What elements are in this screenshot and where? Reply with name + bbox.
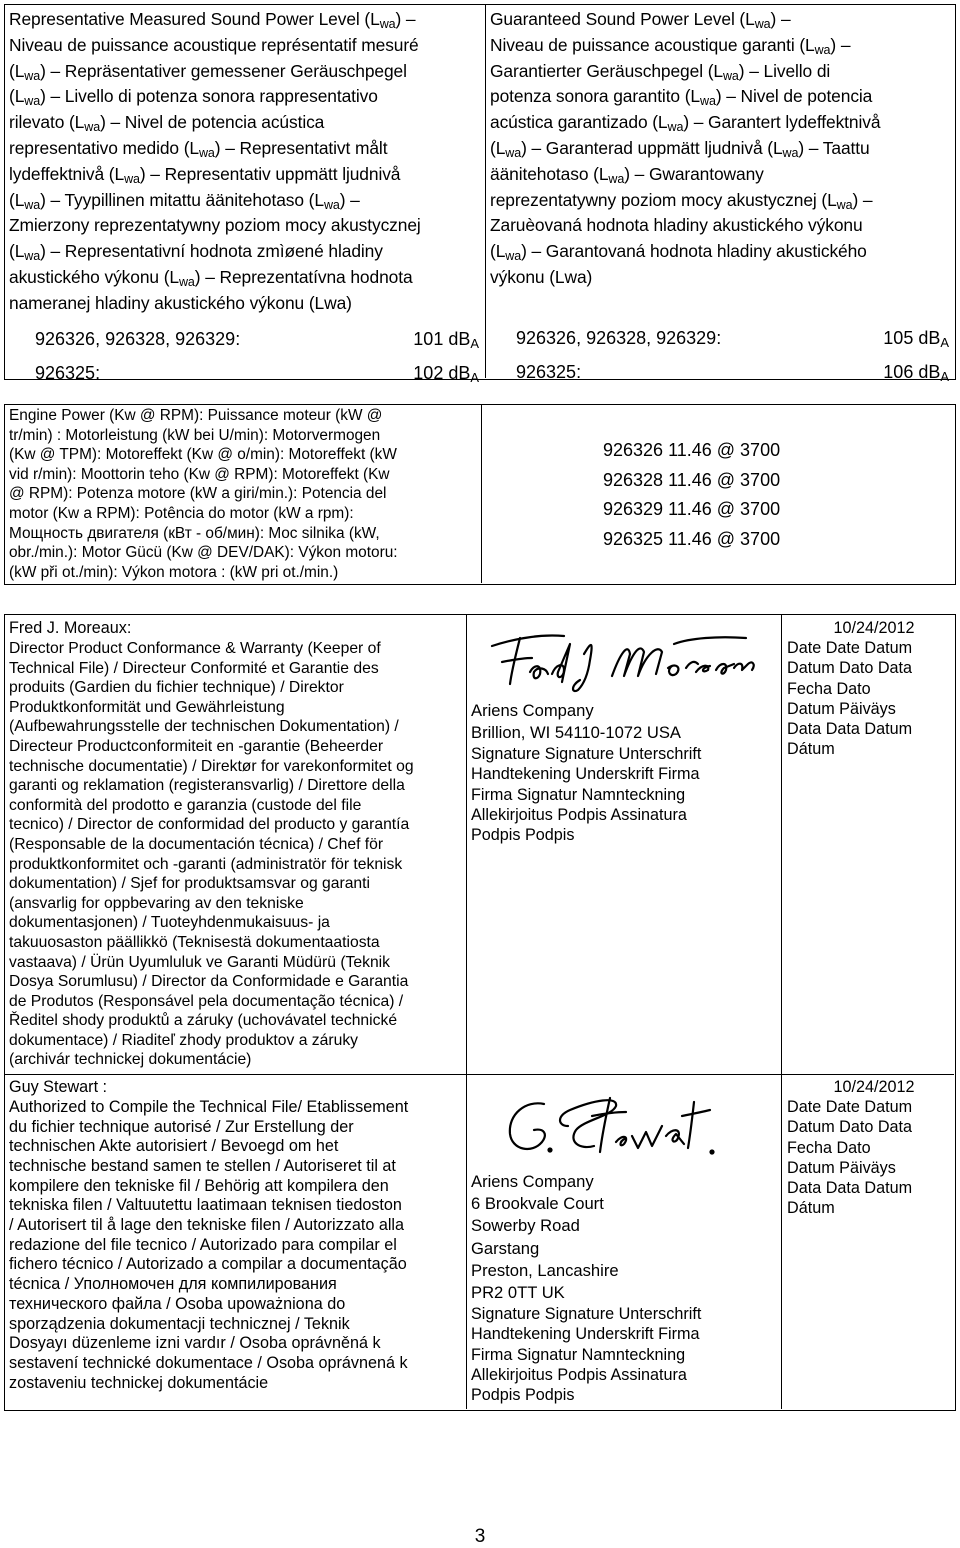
signer1-date: 10/24/2012	[833, 619, 915, 637]
date-label-line: Fecha Dato	[787, 679, 871, 698]
role-line: produits (Gardien du fichier technique) / Direktor	[9, 679, 344, 697]
engine-value-line: 926328 11.46 @ 3700	[603, 469, 781, 490]
sound-level-row	[490, 355, 953, 389]
role-line: (archivár technickej dokumentácie)	[9, 1051, 252, 1069]
company-line: PR2 0TT UK	[471, 1283, 565, 1303]
role-line: takuuosaston päällikkö (Teknisestä dokumentaatiosta	[9, 933, 380, 951]
title-line: reprezentatywny poziom mocy akustycznej $(L_{wa})$ –	[490, 189, 873, 212]
role-line: vastaava) / Ürün Uyumluluk ve Garanti Müdürü (Teknik	[9, 953, 391, 971]
column-divider	[481, 405, 482, 583]
engine-text-line: obr./min.): Motor Gücü (Kw @ DEV/DAK): Výkon motoru:	[9, 544, 398, 562]
signature-label-line: Firma Signatur Namnteckning	[471, 1345, 686, 1364]
role-line: Authorized to Compile the Technical File/ Etablissement	[9, 1097, 409, 1116]
signature-label-line: Signature Signature Unterschrift	[471, 745, 702, 764]
guaranteed-values	[490, 321, 953, 389]
company-line: 6 Brookvale Court	[471, 1194, 604, 1214]
signature-label-line: Podpis Podpis	[471, 826, 575, 844]
role-line: Produktkonformität und Gewährleistung	[9, 698, 285, 716]
page-number: 3	[474, 1526, 486, 1547]
title-line: representativo medido $(L_{wa})$ – Representativt målt	[9, 137, 388, 161]
model-list: 926325:	[516, 361, 582, 382]
row-divider	[5, 1074, 954, 1075]
signer2-date: 10/24/2012	[833, 1078, 915, 1096]
role-line: Director Product Conformance & Warranty (Keeper of	[9, 640, 381, 657]
title-line: $(L_{wa})$ – Tyypillinen mitattu äänitehotaso $(L_{wa})$ –	[9, 189, 360, 212]
guy-stewart-signature	[498, 1086, 728, 1166]
role-line: redazione del file tecnico / Autorizado para compilar el	[9, 1235, 397, 1254]
role-line: technische bestand samen te stellen / Autoriseret til at	[9, 1156, 396, 1175]
engine-text-line: vid r/min): Moottorin teho (Kw @ RPM): Motoreffekt (Kw	[9, 465, 390, 483]
role-line: Ředitel shody produktů a záruky (uchovávatel technické	[9, 1012, 398, 1030]
title-line: potenza sonora garantito $(L_{wa})$ – Nivel de potencia	[490, 86, 873, 109]
signer1-company	[471, 700, 779, 743]
role-line: Technical File) / Directeur Conformité et Garantie des	[9, 659, 379, 677]
signature-label-line: Firma Signatur Namnteckning	[471, 785, 686, 804]
declaration-table	[4, 614, 956, 1411]
title-line: rilevato $(L_{wa})$ – Nivel de potencia acústica	[9, 112, 325, 135]
engine-value-line: 926329 11.46 @ 3700	[603, 499, 781, 519]
sound-level-value: 106 $dB_A$	[883, 361, 949, 384]
role-line: kompilere den tekniske fil / Behörig att kompilera den	[9, 1176, 389, 1195]
signer2-date-labels	[786, 1097, 952, 1218]
title-line: výkonu (Lwa)	[490, 266, 593, 287]
role-line: dokumentation) / Sjef for produktsamsvar og garanti	[9, 875, 370, 893]
role-line: (ansvarlig for oppbevaring av den tekniske	[9, 894, 304, 912]
title-line: Guaranteed Sound Power Level $(L_{wa})$ –	[490, 9, 791, 32]
signer1-name: Fred J. Moreaux:	[9, 619, 132, 637]
title-line: $(L_{wa})$ – Repräsentativer gemessener Geräuschpegel	[9, 60, 407, 83]
column-divider	[485, 5, 486, 378]
title-line: nameranej hladiny akustického výkonu (Lwa)	[9, 292, 352, 313]
date-label-line: Date Date Datum	[787, 1098, 913, 1117]
title-line: $(L_{wa})$ – Garanterad uppmätt ljudnivå $(L_{wa})$ – Taattu	[490, 137, 870, 161]
engine-text-line: Мощность двигателя (кВт - об/мин): Moc silnika (kW,	[9, 524, 380, 542]
engine-power-table	[4, 404, 956, 585]
company-line: Preston, Lancashire	[471, 1260, 619, 1280]
signer2-role-cell	[9, 1077, 465, 1409]
guaranteed-sound-power-section	[490, 7, 953, 375]
date-label-line: Datum Dato Data	[787, 659, 913, 678]
engine-power-label	[9, 406, 479, 584]
title-line: Representative Measured Sound Power Level $(L_{wa})$ –	[9, 9, 416, 32]
date-label-line: Data Data Datum	[787, 720, 913, 739]
engine-text-line: Engine Power (Kw @ RPM): Puissance moteur (kW @	[9, 407, 383, 424]
signer1-date-cell	[786, 618, 952, 1073]
column-divider-1	[466, 615, 467, 1409]
role-line: du fichier technique autorisé / Zur Erstellung der	[9, 1117, 354, 1136]
role-line: Dosyayı düzenleme izni vardır / Osoba oprávněná k	[9, 1334, 381, 1353]
measured-sound-power-title	[9, 7, 483, 317]
title-line: $(L_{wa})$ – Garantovaná hodnota hladiny akustického	[490, 241, 867, 264]
measured-values	[9, 323, 483, 391]
date-label-line: Data Data Datum	[787, 1179, 913, 1198]
sound-power-table	[4, 4, 956, 386]
company-line: Garstang	[471, 1238, 540, 1258]
title-line: acústica garantizado $(L_{wa})$ – Garantert lydeffektnivå	[490, 112, 881, 135]
date-label-line: Datum Päiväys	[787, 1158, 896, 1177]
model-list: 926326, 926328, 926329:	[35, 329, 241, 350]
model-list: 926325:	[35, 363, 101, 384]
signer1-signature-labels	[471, 744, 779, 845]
signature-label-line: Handtekening Underskrift Firma	[471, 1325, 700, 1344]
role-line: tekniska filen / Valtuutettu laatimaan teknisen tiedoston	[9, 1196, 402, 1215]
title-line: Zaruèovaná hodnota hladiny akustického výkonu	[490, 215, 863, 236]
sound-level-value: 102 $dB_A$	[413, 363, 479, 386]
engine-text-line: tr/min) : Motorleistung (kW bei U/min): Motorvermogen	[9, 426, 381, 444]
engine-text-line: (Kw @ TPM): Motoreffekt (Kw @ o/min): Motoreffekt (kW	[9, 446, 397, 464]
role-line: Directeur Productconformiteit en -garantie (Beheerder	[9, 737, 384, 755]
role-line: tecnico) / Director de conformidad del producto y garantía	[9, 816, 410, 834]
role-line: conformità del prodotto e garanzia (custode del file	[9, 796, 362, 814]
role-line: zostaveniu technickej dokumentácie	[9, 1373, 269, 1392]
signature-label-line: Signature Signature Unterschrift	[471, 1305, 702, 1324]
role-line: sestavení technické dokumentace / Osoba oprávnená k	[9, 1353, 408, 1372]
role-line: technische documentatie) / Direktør for varekonformitet og	[9, 757, 414, 775]
role-line: produktkonformitet och -garanti (administratör för teknisk	[9, 855, 403, 873]
company-line: Ariens Company	[471, 1172, 594, 1191]
signature-label-line: Podpis Podpis	[471, 1386, 575, 1405]
role-line: sporządzenia dokumentacji technicznej / Teknik	[9, 1314, 350, 1333]
role-line: garanti og reklamation (registeransvarlig) / Direttore della	[9, 777, 405, 795]
signer1-role-cell	[9, 618, 465, 1073]
company-line: Ariens Company	[471, 701, 594, 720]
date-label-line: Fecha Dato	[787, 1138, 871, 1157]
title-line: $(L_{wa})$ – Representativní hodnota zmìøené hladiny	[9, 241, 383, 264]
company-line: Sowerby Road	[471, 1216, 580, 1236]
engine-text-line: @ RPM): Potenza motore (kW a giri/min.): Potencia del	[9, 485, 387, 503]
sound-level-row	[9, 357, 483, 391]
title-line: äänitehotaso $(L_{wa})$ – Gwarantowany	[490, 163, 764, 186]
sound-level-row	[490, 321, 953, 355]
engine-text-line: motor (Kw a RPM): Potência do motor (kW a rpm):	[9, 504, 354, 522]
role-line: de Produtos (Responsável pela documentação técnica) /	[9, 992, 404, 1010]
title-line: Garantierter Geräuschpegel $(L_{wa})$ – Livello di	[490, 60, 831, 83]
role-line: (Responsable de la documentación técnica) / Chef för	[9, 835, 384, 853]
role-line: / Autorisert til å lage den tekniske filen / Autorizzato alla	[9, 1216, 405, 1235]
signer2-role	[9, 1098, 465, 1394]
role-line: technischen Akte autorisiert / Bevoegd om het	[9, 1137, 339, 1156]
engine-power-values	[603, 436, 903, 554]
date-label-line: Dátum	[787, 740, 835, 759]
model-list: 926326, 926328, 926329:	[516, 327, 722, 348]
signer2-name: Guy Stewart :	[9, 1078, 108, 1096]
sound-level-row	[9, 323, 483, 357]
role-line: dokumentasjonen) / Tuoteyhdenmukaisuus- ja	[9, 914, 330, 932]
signature-label-line: Allekirjoitus Podpis Assinatura	[471, 1365, 687, 1384]
signer2-company	[471, 1171, 779, 1304]
date-label-line: Date Date Datum	[787, 639, 913, 658]
title-line: Niveau de puissance acoustique représentatif mesuré	[9, 34, 419, 55]
signer2-signature-labels	[471, 1304, 779, 1405]
date-label-line: Datum Päiväys	[787, 699, 896, 718]
signature-label-line: Allekirjoitus Podpis Assinatura	[471, 805, 687, 824]
signature-label-line: Handtekening Underskrift Firma	[471, 765, 700, 784]
sound-level-value: 105 $dB_A$	[883, 327, 949, 350]
guaranteed-sound-power-title	[490, 7, 953, 291]
fred-moreaux-signature	[472, 624, 762, 694]
signer1-date-labels	[786, 638, 952, 759]
title-line: akustického výkonu $(L_{wa})$ – Reprezentatívna hodnota	[9, 266, 413, 290]
date-label-line: Dátum	[787, 1199, 835, 1218]
role-line: fichero técnico / Autorizado a compilar a documentação	[9, 1255, 407, 1274]
role-line: dokumentace) / Riaditeľ zhody produktov a záruky	[9, 1031, 359, 1049]
engine-value-line: 926325 11.46 @ 3700	[603, 528, 781, 549]
role-line: (Aufbewahrungsstelle der technischen Dokumentation) /	[9, 718, 399, 736]
column-divider-2	[781, 615, 782, 1409]
title-line: Zmierzony reprezentatywny poziom mocy akustycznej	[9, 215, 421, 236]
role-line: técnica / Уполномочен для компилирования	[9, 1275, 337, 1294]
date-label-line: Datum Dato Data	[787, 1118, 913, 1137]
signer2-date-cell	[786, 1077, 952, 1409]
sound-level-value: 101 $dB_A$	[413, 329, 479, 352]
measured-sound-power-section	[9, 7, 483, 386]
role-line: технического файла / Osoba upoważniona do	[9, 1294, 346, 1313]
signer1-role	[9, 639, 465, 1070]
role-line: Dosya Sorumlusu) / Director da Conformidade e Garantia	[9, 973, 409, 991]
engine-text-line: (kW při ot./min): Výkon motora : (kW pri ot./min.)	[9, 563, 339, 581]
engine-value-line: 926326 11.46 @ 3700	[603, 440, 781, 460]
company-line: Brillion, WI 54110-1072 USA	[471, 722, 681, 742]
title-line: $(L_{wa})$ – Livello di potenza sonora rappresentativo	[9, 86, 378, 109]
title-line: Niveau de puissance acoustique garanti $(L_{wa})$ –	[490, 34, 851, 57]
title-line: lydeffektnivå $(L_{wa})$ – Representativ uppmätt ljudnivå	[9, 163, 401, 186]
